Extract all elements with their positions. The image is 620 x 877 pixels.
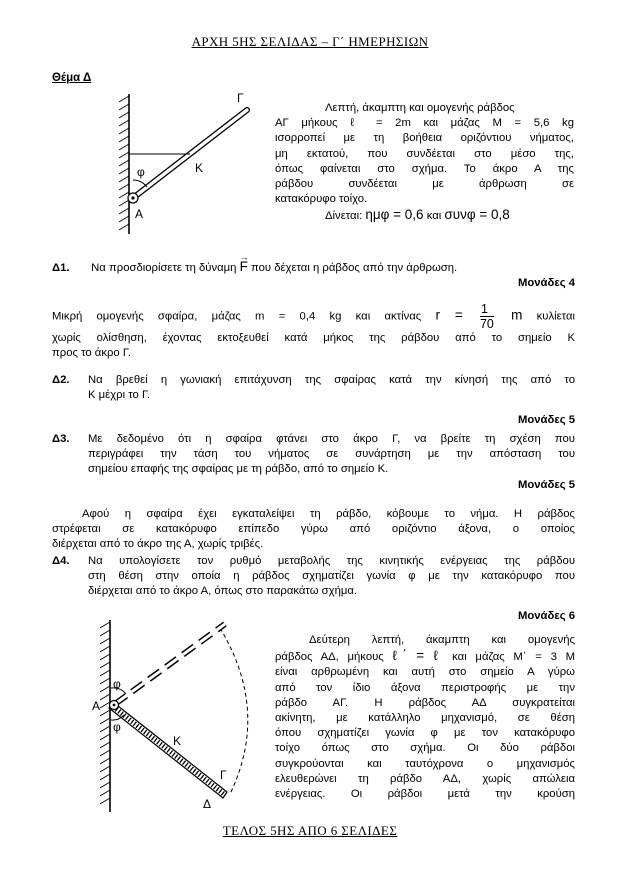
label-phi-bottom: φ — [113, 720, 121, 734]
d3-line: σημείου επαφής της σφαίρας με τη ράβδο, από το σημείο Κ. — [88, 463, 389, 476]
question-d1 — [52, 252, 575, 291]
sphere-line: προς το άκρο Γ. — [52, 347, 131, 360]
intro-line: ισορροπεί με τη βοήθεια οριζόντιου νήματος, — [275, 132, 574, 145]
rod-AG-dashed — [115, 624, 225, 704]
d1-text: που δέχεται η ράβδος από την άρθρωση. — [250, 262, 458, 274]
intro-line: μη εκτατού, που συνδέεται στο μέσο της, — [275, 147, 574, 160]
label-phi: φ — [137, 165, 145, 179]
second-rod-line: ενέργειας. Οι ράβδοι μετά την κρούση — [275, 788, 575, 801]
label-A: Α — [92, 699, 101, 713]
sphere-line — [52, 302, 575, 331]
intro-paragraph — [275, 101, 574, 225]
second-rod-line: ράβδο ΑΓ. Η ράβδος ΑΔ συγκρατείται — [275, 696, 575, 709]
question-d4 — [52, 554, 575, 624]
wall-hatching — [100, 620, 110, 812]
rod-AD-hatched — [109, 702, 227, 798]
sphere-text: κυλίεται — [536, 310, 576, 323]
d2-line: Κ μέχρι το Γ. — [88, 389, 151, 402]
given-sin: ημφ = 0,6 — [365, 207, 424, 223]
marks-d3: Μονάδες 5 — [517, 478, 575, 491]
marks-d4: Μονάδες 6 — [517, 609, 575, 622]
given-cos: συνφ = 0,8 — [444, 207, 510, 223]
second-rod-line: είναι αρθρωμένη και αυτή στο σημείο Α γύρω — [275, 666, 575, 679]
question-label: Δ4. — [52, 555, 70, 567]
label-G: Γ — [220, 768, 227, 782]
label-G: Γ — [237, 91, 244, 105]
second-rod-line: όπου σχηματίζει γωνία φ με τον κατακόρυφο — [275, 727, 575, 740]
d4-line: Να υπολογίσετε τον ρυθμό μεταβολής της κινητικής ενέργειας της ράβδου — [88, 555, 575, 567]
intro-line: κατακόρυφο τοίχο. — [275, 193, 368, 206]
force-vector-symbol: F → — [239, 252, 249, 274]
second-rod-line: Δεύτερη λεπτή, άκαμπτη και ομογενής — [309, 634, 575, 646]
d4-line: διέρχεται από το άκρο Α, όπως στο παρακάτω σχήμα. — [88, 585, 358, 598]
second-rod-line — [275, 648, 575, 665]
hinge-center — [131, 196, 134, 199]
d3-line: Με δεδομένο ότι η σφαίρα φτάνει στο άκρο Γ, να βρείτε τη σχέση που — [88, 433, 575, 445]
d3-line: περιγράφει την τάση του νήματος σε συνάρτηση με την απόσταση του — [88, 448, 575, 461]
page-header: ΑΡΧΗ 5ΗΣ ΣΕΛΙΔΑΣ – Γ΄ ΗΜΕΡΗΣΙΩΝ — [191, 34, 429, 49]
label-phi-top: φ — [113, 677, 121, 691]
sphere-text: Μικρή ομογενής σφαίρα, μάζας m = 0,4 kg και ακτίνας — [52, 310, 422, 323]
d2-line: Να βρεθεί η γωνιακή επιτάχυνση της σφαίρας κατά την κίνησή της από το — [88, 374, 575, 386]
label-K: Κ — [195, 161, 204, 175]
radius-fraction: $\frac{1}{70}$ — [479, 302, 494, 331]
marks-d2: Μονάδες 5 — [517, 414, 575, 427]
given-and: και — [426, 210, 442, 223]
sphere-paragraph — [52, 302, 575, 361]
question-label: Δ1. — [52, 262, 70, 274]
wall-hatching — [119, 94, 129, 234]
given-prefix: Δίνεται: — [325, 210, 363, 223]
length-symbol: ℓ΄ = ℓ — [392, 648, 444, 664]
label-A: Α — [135, 207, 144, 221]
unit: m — [511, 307, 523, 323]
second-rod-paragraph — [275, 633, 575, 802]
release-line: στρέφεται σε κατακόρυφο επίπεδο γύρω από οριζόντιο άξονα, ο οποίος — [52, 523, 575, 536]
question-d2 — [52, 373, 575, 429]
label-D: Δ — [203, 797, 212, 811]
second-rod-line: τοίχο όπως στο σχήμα. Οι δύο ράβδοι — [275, 742, 575, 755]
second-rod-text: και μάζας Μ΄ = 3 Μ — [452, 651, 576, 664]
intro-line: όπως φαίνεται στο σχήμα. Το άκρο Α της — [275, 162, 574, 175]
given-line — [275, 207, 574, 224]
figure-rod-with-string — [95, 88, 265, 238]
label-K: Κ — [173, 734, 182, 748]
release-line: διέρχεται από το άκρο της Α, χωρίς τριβές. — [52, 538, 264, 551]
theme-title: Θέμα Δ — [52, 72, 92, 84]
d4-line: στη θέση στην οποία η ράβδος σχηματίζει γωνία φ με την κατακόρυφο που — [88, 570, 575, 583]
question-label: Δ3. — [52, 433, 70, 445]
r-symbol: r = — [435, 307, 463, 323]
question-d3 — [52, 432, 575, 493]
release-paragraph — [52, 507, 575, 553]
second-rod-line: συγκρούονται και ταυτόχρονα ο μηχανισμός — [275, 757, 575, 770]
intro-line: ράβδου συνδέεται με άρθρωση σε — [275, 178, 574, 191]
second-rod-line: ελευθερώνει τη ράβδο ΑΔ, χωρίς απώλεια — [275, 772, 575, 785]
marks-d1: Μονάδες 4 — [517, 277, 575, 290]
second-rod-text: ράβδος ΑΔ, μήκους — [275, 651, 384, 664]
second-rod-line: ακίνητη, με κατάλληλο μηχανισμό, σε θέση — [275, 712, 575, 725]
hinge-center — [113, 704, 116, 707]
intro-line: Λεπτή, άκαμπτη και ομογενής ράβδος — [325, 102, 515, 114]
intro-line: ΑΓ μήκους ℓ = 2m και μάζας Μ = 5,6 kg — [275, 117, 574, 130]
second-rod-line: από τον ίδιο άξονα περιστροφής με την — [275, 681, 575, 694]
question-label: Δ2. — [52, 374, 70, 386]
page-footer: ΤΕΛΟΣ 5ΗΣ ΑΠΟ 6 ΣΕΛΙΔΕΣ — [222, 823, 398, 838]
release-line: Αφού η σφαίρα έχει εγκαταλείψει τη ράβδο, κόβουμε το νήμα. Η ράβδος — [82, 508, 575, 520]
d1-text: Να προσδιορίσετε τη δύναμη — [91, 262, 237, 274]
figure-two-rods — [80, 616, 260, 816]
sphere-line: χωρίς ολίσθηση, έχοντας εκτοξευθεί κατά μήκος της ράβδου από το σημείο Κ — [52, 332, 575, 344]
